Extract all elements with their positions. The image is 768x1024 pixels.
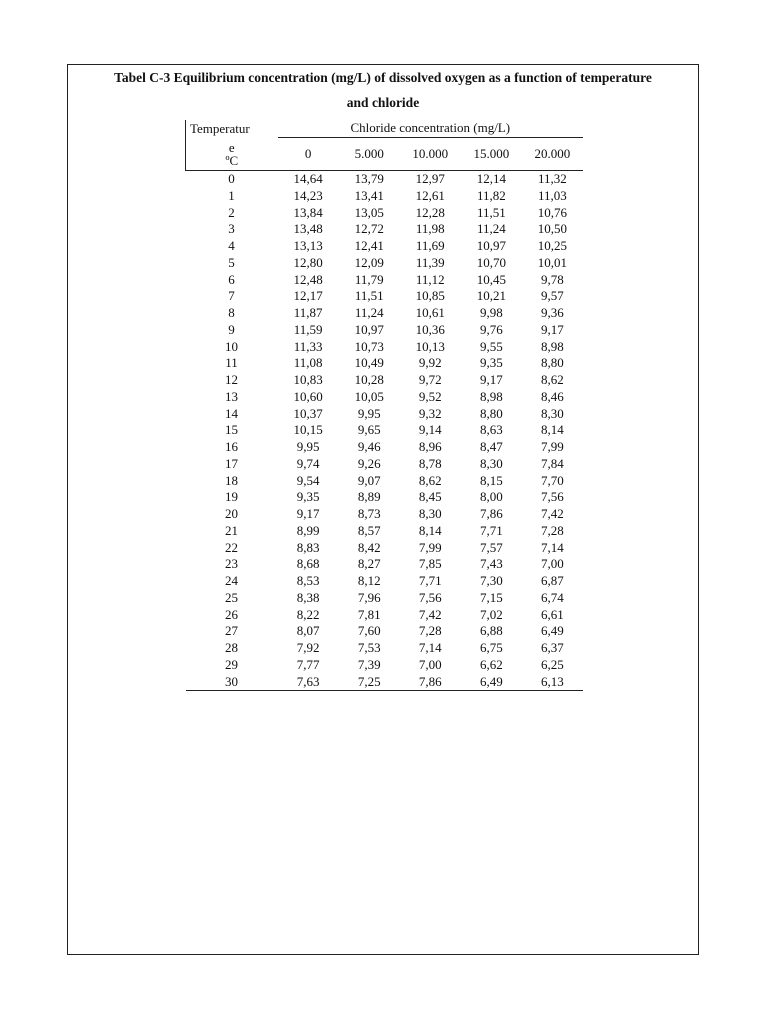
concentration-cell: 9,78 — [541, 271, 564, 287]
table-row — [186, 590, 584, 607]
temperature-cell: 10 — [225, 338, 239, 354]
concentration-cell: 10,15 — [293, 422, 323, 438]
concentration-cell: 9,95 — [357, 405, 381, 421]
concentration-cell: 7,96 — [357, 589, 381, 605]
concentration-cell: 11,79 — [354, 271, 384, 287]
table-row — [186, 422, 584, 439]
concentration-cell: 8,68 — [296, 556, 320, 572]
concentration-cell: 10,76 — [537, 204, 568, 220]
temperature-cell: 14 — [225, 405, 239, 421]
concentration-cell: 13,41 — [354, 187, 384, 203]
concentration-cell: 9,17 — [296, 506, 320, 521]
concentration-cell: 9,07 — [357, 472, 381, 488]
concentration-cell: 7,28 — [418, 623, 442, 639]
concentration-cell: 11,32 — [538, 171, 567, 186]
concentration-cell: 10,45 — [476, 271, 506, 287]
concentration-cell: 11,08 — [293, 355, 323, 371]
concentration-cell: 8,27 — [357, 556, 381, 572]
concentration-cell: 7,71 — [418, 573, 442, 588]
concentration-cell: 8,53 — [296, 573, 320, 588]
table-row — [186, 255, 584, 272]
concentration-cell: 7,14 — [541, 539, 564, 555]
temperature-header-line-3: ºC — [225, 152, 239, 168]
temperature-cell: 2 — [228, 204, 235, 220]
concentration-cell: 7,28 — [541, 522, 564, 538]
concentration-cell: 7,71 — [479, 522, 503, 538]
concentration-cell: 7,00 — [541, 556, 564, 572]
table-row — [186, 573, 584, 590]
concentration-cell: 7,86 — [400, 674, 461, 691]
concentration-cell: 7,92 — [296, 640, 320, 655]
concentration-cell: 8,57 — [357, 522, 381, 538]
concentration-cell: 9,72 — [418, 372, 442, 387]
concentration-cell: 10,61 — [415, 305, 445, 320]
concentration-cell: 10,85 — [415, 288, 445, 304]
concentration-cell: 8,98 — [479, 388, 503, 404]
concentration-cell: 9,36 — [541, 305, 564, 320]
concentration-cell: 12,09 — [354, 254, 384, 270]
concentration-cell: 8,30 — [541, 405, 564, 421]
temperature-cell: 1 — [228, 187, 235, 203]
concentration-cell: 6,49 — [461, 674, 522, 691]
concentration-cell: 12,41 — [354, 238, 384, 253]
column-header: 10.000 — [412, 145, 449, 161]
concentration-cell: 11,59 — [293, 321, 323, 337]
temperature-cell: 26 — [225, 606, 239, 622]
concentration-cell: 10,28 — [354, 372, 384, 387]
concentration-cell: 6,75 — [479, 640, 503, 655]
table-row — [186, 456, 584, 473]
concentration-cell: 10,25 — [537, 238, 568, 253]
concentration-cell: 10,73 — [354, 338, 384, 354]
temperature-cell: 9 — [228, 321, 235, 337]
concentration-cell: 7,86 — [479, 506, 503, 521]
concentration-cell: 9,35 — [296, 489, 320, 505]
temperature-cell: 20 — [225, 506, 239, 521]
temperature-header-line-1: Temperatur — [186, 120, 278, 138]
temperature-cell: 17 — [225, 455, 239, 471]
concentration-cell: 7,42 — [418, 606, 442, 622]
concentration-cell: 6,88 — [479, 623, 503, 639]
concentration-cell: 7,42 — [541, 506, 564, 521]
concentration-cell: 11,24 — [476, 221, 506, 237]
temperature-cell: 18 — [225, 472, 239, 488]
table-row — [186, 272, 584, 289]
concentration-cell: 8,80 — [479, 405, 503, 421]
concentration-cell: 8,15 — [479, 472, 503, 488]
concentration-cell: 9,17 — [541, 321, 564, 337]
concentration-cell: 8,38 — [296, 589, 320, 605]
table-body — [186, 171, 584, 691]
concentration-cell: 9,76 — [479, 321, 503, 337]
concentration-cell: 10,37 — [293, 405, 323, 421]
table-row — [186, 489, 584, 506]
concentration-cell: 12,48 — [293, 271, 323, 287]
table-row — [186, 657, 584, 674]
temperature-cell: 0 — [228, 171, 235, 186]
table-row — [186, 389, 584, 406]
concentration-cell: 9,65 — [357, 422, 381, 438]
concentration-cell: 7,77 — [296, 656, 320, 672]
concentration-cell: 11,03 — [538, 187, 567, 203]
concentration-cell: 13,13 — [293, 238, 323, 253]
concentration-cell: 9,17 — [479, 372, 503, 387]
temperature-cell: 13 — [225, 388, 239, 404]
temperature-cell: 23 — [225, 556, 239, 572]
concentration-cell: 7,70 — [541, 472, 564, 488]
temperature-cell: 11 — [225, 355, 238, 371]
concentration-cell: 11,24 — [354, 305, 384, 320]
concentration-cell: 7,99 — [541, 439, 564, 454]
concentration-cell: 7,25 — [339, 674, 400, 691]
table-row — [186, 506, 584, 523]
temperature-cell: 21 — [225, 522, 239, 538]
column-header: 15.000 — [473, 145, 510, 161]
concentration-cell: 7,85 — [418, 556, 442, 572]
temperature-cell: 28 — [225, 640, 239, 655]
concentration-cell: 8,73 — [357, 506, 381, 521]
concentration-cell: 10,50 — [537, 221, 568, 237]
temperature-cell: 6 — [228, 271, 235, 287]
concentration-cell: 7,56 — [541, 489, 564, 505]
concentration-cell: 9,92 — [418, 355, 442, 371]
temperature-cell: 22 — [225, 539, 239, 555]
concentration-cell: 6,13 — [522, 674, 583, 691]
concentration-cell: 7,60 — [357, 623, 381, 639]
table-row — [186, 355, 584, 372]
temperature-cell: 27 — [225, 623, 239, 639]
table-row — [186, 205, 584, 222]
concentration-cell: 11,82 — [476, 187, 506, 203]
concentration-cell: 13,48 — [293, 221, 323, 237]
concentration-cell: 6,74 — [541, 589, 564, 605]
page-frame — [67, 64, 699, 955]
concentration-cell: 13,05 — [354, 204, 384, 220]
column-header: 5.000 — [354, 145, 384, 161]
table-row — [186, 623, 584, 640]
temperature-cell: 12 — [225, 372, 239, 387]
temperature-cell: 8 — [228, 305, 235, 320]
concentration-cell: 8,63 — [479, 422, 503, 438]
concentration-cell: 8,30 — [418, 506, 442, 521]
header-row-columns — [186, 138, 584, 171]
table-row — [186, 372, 584, 389]
oxygen-concentration-table — [185, 120, 583, 691]
concentration-cell: 11,39 — [415, 254, 445, 270]
concentration-cell: 10,01 — [537, 254, 568, 270]
concentration-cell: 10,21 — [476, 288, 506, 304]
concentration-cell: 12,61 — [415, 187, 445, 203]
column-header: 0 — [304, 145, 312, 161]
temperature-cell: 24 — [225, 573, 239, 588]
table-row — [186, 339, 584, 356]
concentration-cell: 8,78 — [418, 455, 442, 471]
table-caption-line-2: and chloride — [346, 95, 420, 110]
concentration-cell: 8,62 — [541, 372, 564, 387]
concentration-cell: 10,70 — [476, 254, 506, 270]
concentration-cell: 8,42 — [357, 539, 381, 555]
concentration-cell: 11,51 — [354, 288, 384, 304]
concentration-cell: 7,53 — [357, 640, 381, 655]
temperature-header-line-2: e — [228, 139, 235, 155]
table-row — [186, 640, 584, 657]
concentration-cell: 9,55 — [479, 338, 503, 354]
concentration-cell: 9,46 — [357, 439, 381, 454]
concentration-cell: 11,12 — [415, 271, 445, 287]
concentration-cell: 8,00 — [479, 489, 503, 505]
temperature-cell: 30 — [186, 674, 278, 691]
concentration-cell: 12,14 — [476, 171, 506, 186]
table-row — [186, 305, 584, 322]
concentration-cell: 7,02 — [479, 606, 503, 622]
concentration-cell: 7,30 — [479, 573, 503, 588]
concentration-cell: 8,98 — [541, 338, 564, 354]
concentration-cell: 6,61 — [541, 606, 564, 622]
concentration-cell: 10,05 — [354, 388, 384, 404]
concentration-cell: 10,49 — [354, 355, 384, 371]
table-row — [186, 171, 584, 188]
table-row — [186, 288, 584, 305]
table-row — [186, 406, 584, 423]
concentration-cell: 11,51 — [476, 204, 506, 220]
concentration-cell: 10,83 — [293, 372, 323, 387]
concentration-cell: 10,36 — [415, 321, 445, 337]
concentration-cell: 9,98 — [479, 305, 503, 320]
concentration-cell: 6,87 — [541, 573, 564, 588]
chloride-group-header: Chloride concentration (mg/L) — [278, 120, 583, 138]
concentration-cell: 8,14 — [418, 522, 442, 538]
concentration-cell: 7,99 — [418, 539, 442, 555]
concentration-cell: 8,12 — [357, 573, 381, 588]
temperature-cell: 3 — [228, 221, 235, 237]
temperature-cell: 15 — [225, 422, 239, 438]
concentration-cell: 13,79 — [354, 171, 384, 186]
temperature-cell: 16 — [225, 439, 239, 454]
concentration-cell: 10,97 — [354, 321, 384, 337]
table-row — [186, 674, 584, 691]
concentration-cell: 6,37 — [541, 640, 564, 655]
concentration-cell: 9,74 — [296, 455, 320, 471]
table-row — [186, 473, 584, 490]
table-row — [186, 439, 584, 456]
concentration-cell: 6,25 — [541, 656, 564, 672]
table-row — [186, 556, 584, 573]
concentration-cell: 12,80 — [293, 254, 323, 270]
concentration-cell: 7,84 — [541, 455, 564, 471]
concentration-cell: 9,14 — [418, 422, 442, 438]
concentration-cell: 11,98 — [415, 221, 445, 237]
concentration-cell: 12,72 — [354, 221, 384, 237]
table-caption-line-1: Tabel C-3 Equilibrium concentration (mg/L) of dissolved oxygen as a function of temperature — [114, 70, 652, 85]
concentration-cell: 10,13 — [415, 338, 445, 354]
temperature-cell: 5 — [228, 254, 235, 270]
temperature-cell: 7 — [228, 288, 235, 304]
concentration-cell: 8,96 — [418, 439, 442, 454]
table-row — [186, 238, 584, 255]
concentration-cell: 10,60 — [293, 388, 323, 404]
concentration-cell: 9,26 — [357, 455, 381, 471]
concentration-cell: 7,57 — [479, 539, 503, 555]
temperature-cell: 4 — [228, 238, 235, 253]
concentration-cell: 8,47 — [479, 439, 503, 454]
table-row — [186, 221, 584, 238]
concentration-cell: 13,84 — [293, 204, 323, 220]
concentration-cell: 8,62 — [418, 472, 442, 488]
concentration-cell: 8,07 — [296, 623, 320, 639]
concentration-cell: 11,69 — [415, 238, 445, 253]
table-row — [186, 540, 584, 557]
concentration-cell: 8,14 — [541, 422, 564, 438]
temperature-cell: 19 — [225, 489, 239, 505]
concentration-cell: 8,22 — [296, 606, 320, 622]
concentration-cell: 12,97 — [415, 171, 445, 186]
concentration-cell: 14,23 — [293, 187, 323, 203]
concentration-cell: 7,15 — [479, 589, 503, 605]
temperature-cell: 25 — [225, 589, 239, 605]
concentration-cell: 6,49 — [541, 623, 564, 639]
table-row — [186, 322, 584, 339]
concentration-cell: 12,28 — [415, 204, 445, 220]
concentration-cell: 8,83 — [296, 539, 320, 555]
concentration-cell: 14,64 — [293, 171, 323, 186]
concentration-cell: 12,17 — [293, 288, 323, 304]
concentration-cell: 9,32 — [418, 405, 442, 421]
temperature-cell: 29 — [225, 656, 239, 672]
concentration-cell: 9,95 — [296, 439, 320, 454]
concentration-cell: 7,63 — [278, 674, 339, 691]
concentration-cell: 7,81 — [357, 606, 381, 622]
concentration-cell: 7,39 — [357, 656, 381, 672]
concentration-cell: 7,43 — [479, 556, 503, 572]
concentration-cell: 9,54 — [296, 472, 320, 488]
concentration-cell: 11,33 — [293, 338, 323, 354]
table-row — [186, 523, 584, 540]
concentration-cell: 8,46 — [541, 388, 564, 404]
concentration-cell: 7,56 — [418, 589, 442, 605]
table-row — [186, 188, 584, 205]
table-row — [186, 607, 584, 624]
concentration-cell: 9,52 — [418, 388, 442, 404]
temperature-header-unit — [186, 138, 278, 171]
concentration-cell: 7,14 — [418, 640, 442, 655]
concentration-cell: 9,57 — [541, 288, 564, 304]
concentration-cell: 8,45 — [418, 489, 442, 505]
concentration-cell: 8,89 — [357, 489, 381, 505]
concentration-cell: 6,62 — [479, 656, 503, 672]
header-row-top — [186, 120, 584, 138]
concentration-cell: 10,97 — [476, 238, 506, 253]
concentration-cell: 7,00 — [418, 656, 442, 672]
concentration-cell: 8,99 — [296, 522, 320, 538]
concentration-cell: 8,30 — [479, 455, 503, 471]
concentration-cell: 11,87 — [293, 305, 323, 320]
concentration-cell: 9,35 — [479, 355, 503, 371]
concentration-cell: 8,80 — [541, 355, 564, 371]
column-header: 20.000 — [534, 145, 571, 161]
